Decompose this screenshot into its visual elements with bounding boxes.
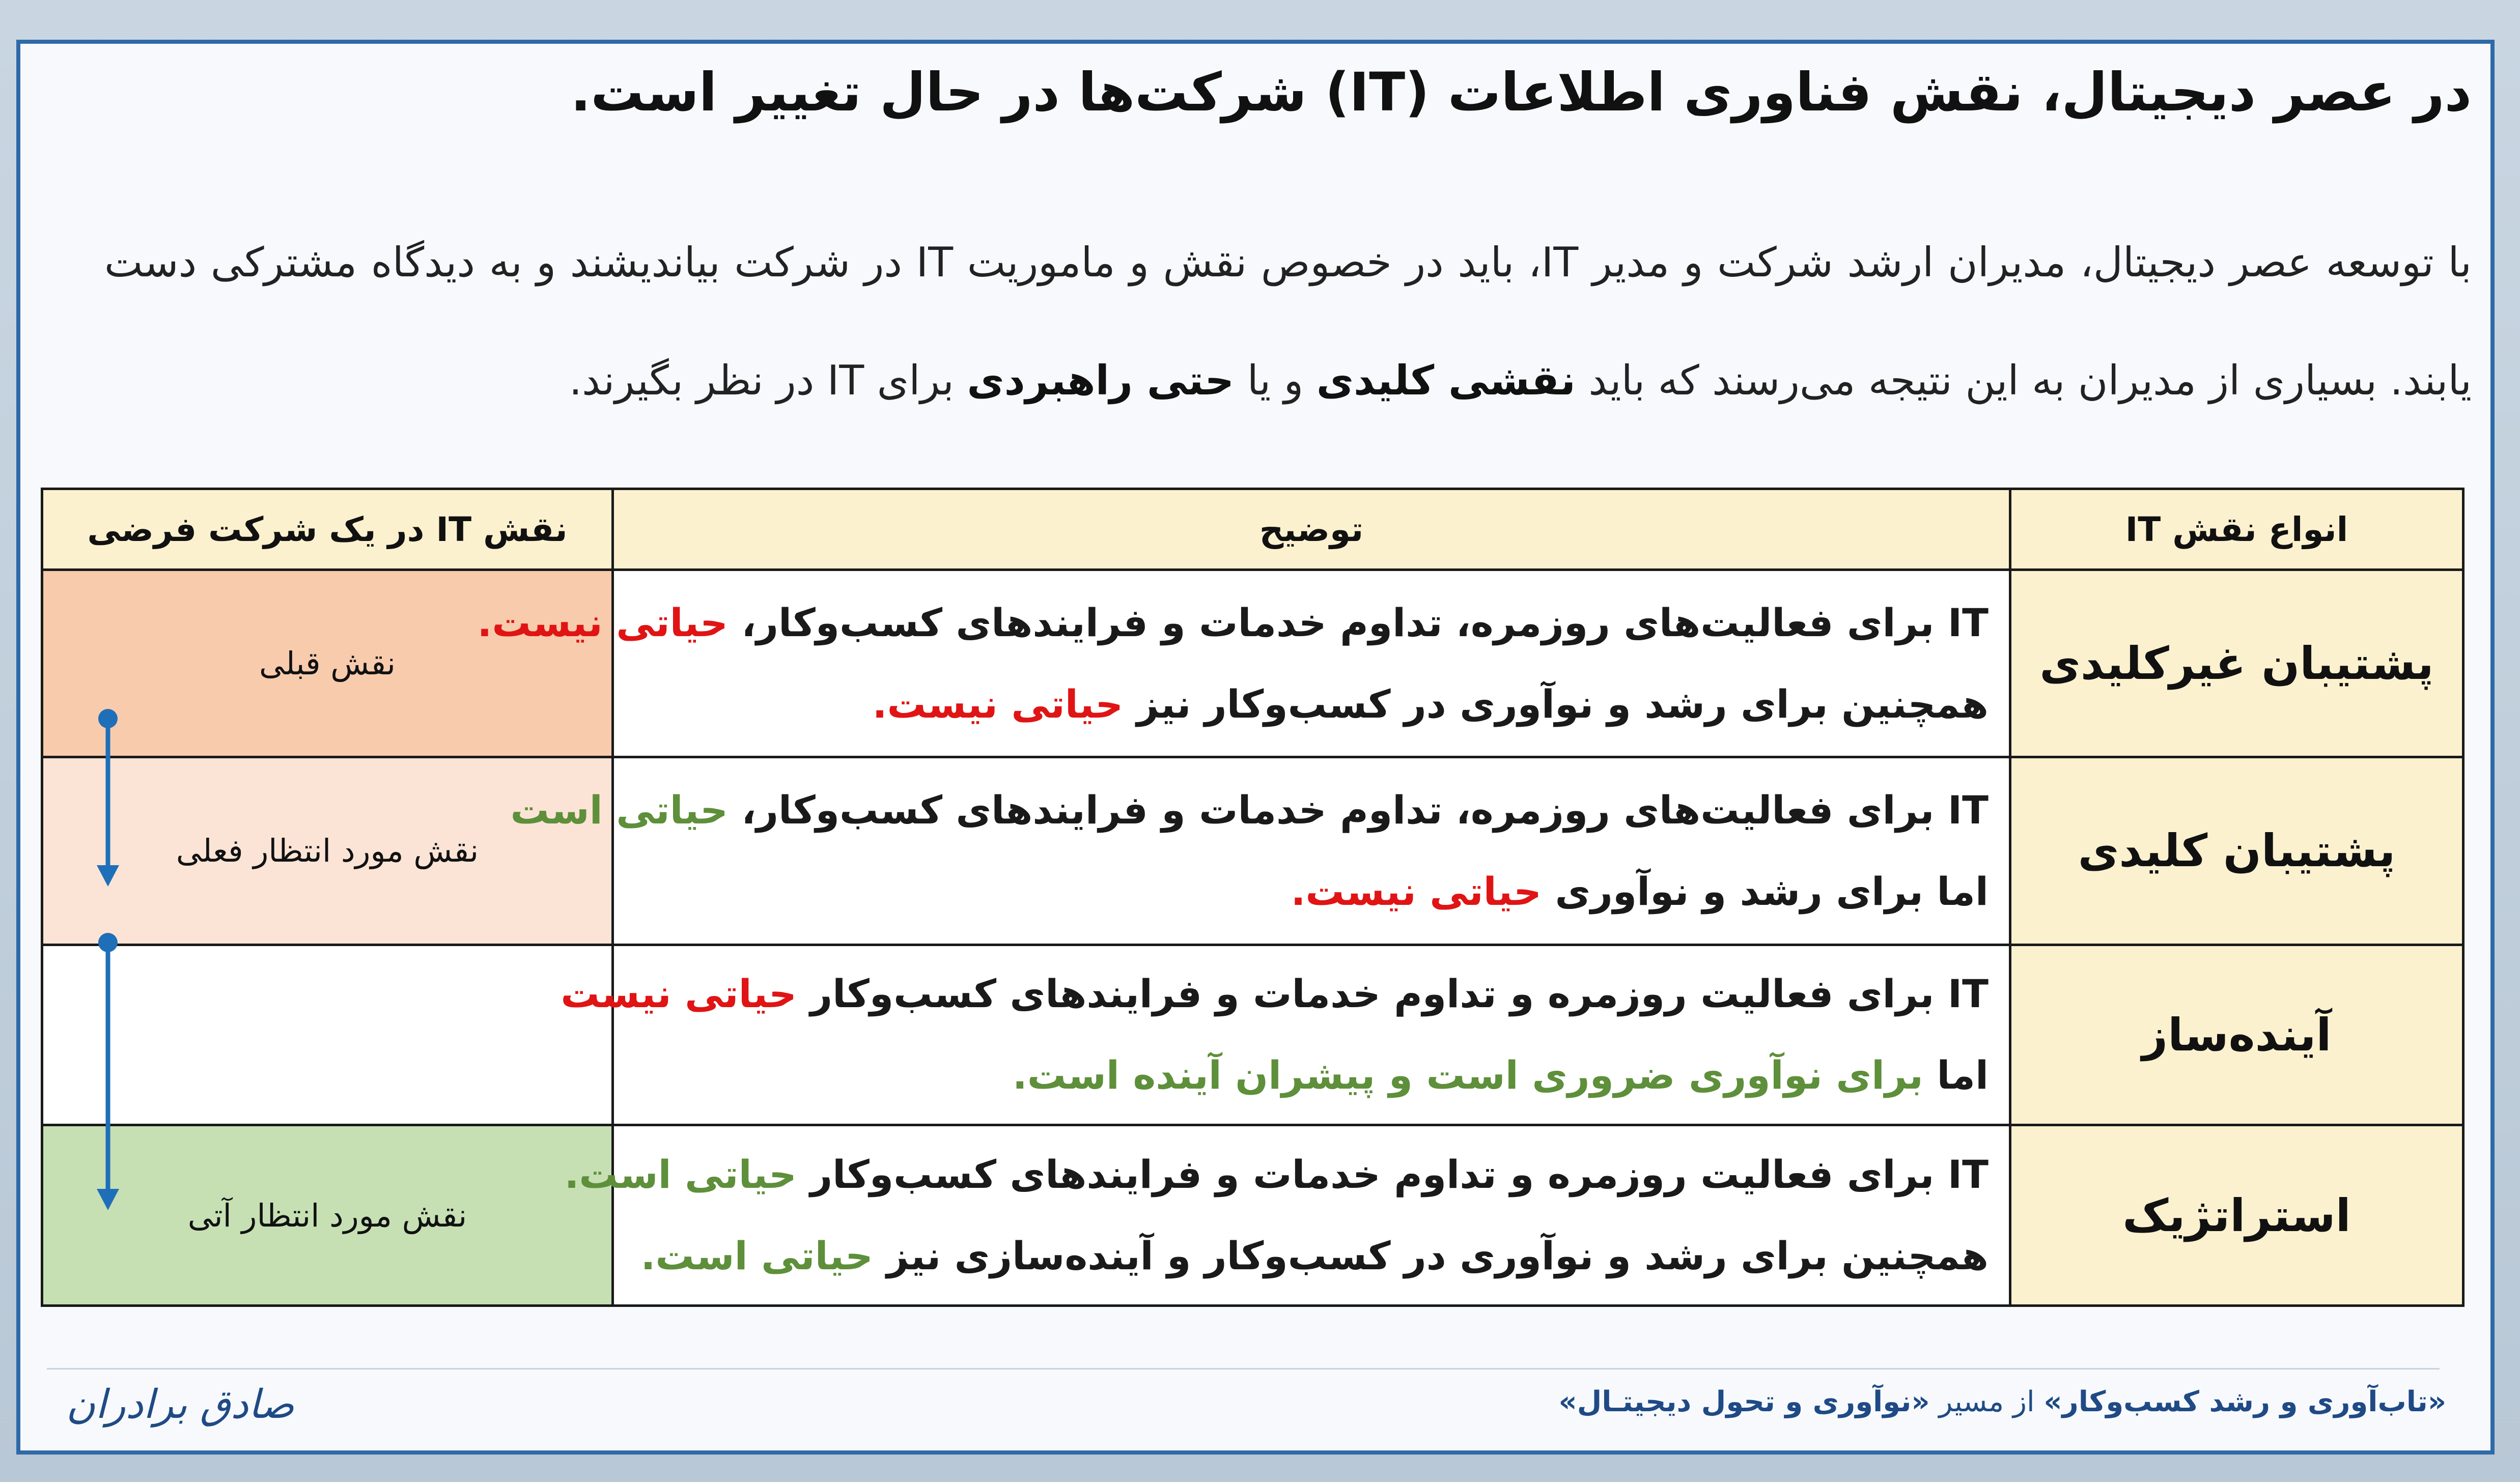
desc-text: اما برای رشد و نوآوری: [1542, 868, 1989, 914]
description-cell: [564, 1125, 2010, 1306]
desc-text: همچنین برای رشد و نوآوری در کسب‌وکار نیز: [1123, 681, 1989, 727]
type-cell: استراتژیک: [2010, 1125, 2463, 1306]
desc-highlight-positive: حیاتی است.: [640, 1233, 873, 1279]
intro-paragraph: [104, 204, 2472, 440]
footer-book-title: «تاب‌آوری و رشد کسب‌وکار»: [2043, 1385, 2446, 1418]
desc-text: اما: [1923, 1052, 1989, 1098]
footer-path-title: «نوآوری و تحول دیجیتـال»: [1558, 1385, 1930, 1418]
role-cell-previous: نقش قبلی: [42, 570, 613, 757]
role-cell-future: نقش مورد انتظار آتی: [42, 1125, 613, 1306]
footer-caption: [1559, 1385, 2446, 1418]
table-row: [42, 945, 2463, 1125]
description-cell: [510, 757, 2010, 945]
desc-highlight-negative: حیاتی نیست: [561, 971, 797, 1017]
footer-divider: [47, 1368, 2440, 1370]
footer-connector: از مسیر: [1929, 1385, 2044, 1418]
description-cell: [561, 945, 2010, 1125]
desc-text: IT برای فعالیت‌های روزمره، تداوم خدمات و فرایندهای کسب‌وکار،: [727, 787, 1989, 833]
desc-highlight-negative: حیاتی نیست.: [872, 681, 1124, 727]
role-cell-empty: [42, 945, 613, 1125]
header-description: توضیح: [613, 489, 2010, 570]
intro-text-1: با توسعه عصر دیجیتال، مدیران ارشد شرکت و مدیر IT، باید در خصوص نقش و ماموریت IT در شرکت بیاندیشند و به دیدگاه مشترکی دست یابند. بسیاری از مدیران به این نتیجه می‌رسند که باید: [104, 239, 2472, 404]
desc-text: IT برای فعالیت روزمره و تداوم خدمات و فرایندهای کسب‌وکار: [796, 971, 1989, 1017]
intro-bold-key-role: نقشی کلیدی: [1316, 357, 1576, 404]
intro-text-3: برای IT در نظر بگیرند.: [569, 357, 967, 404]
intro-bold-strategic: حتی راهبردی: [967, 357, 1235, 404]
role-cell-current: نقش مورد انتظار فعلی: [42, 757, 613, 945]
table-row: [42, 1125, 2463, 1306]
header-type: انواع نقش IT: [2010, 489, 2463, 570]
type-cell: آینده‌ساز: [2010, 945, 2463, 1125]
table-row: [42, 570, 2463, 757]
desc-highlight-negative: حیاتی نیست.: [1291, 868, 1542, 914]
it-roles-table: [41, 488, 2465, 1307]
description-cell: [477, 570, 2010, 757]
desc-highlight-positive: حیاتی است: [510, 787, 728, 833]
desc-highlight-positive: حیاتی است.: [564, 1152, 797, 1198]
intro-text-2: و یا: [1234, 357, 1317, 404]
type-cell: پشتیبان کلیدی: [2010, 757, 2463, 945]
desc-highlight-negative: حیاتی نیست.: [477, 600, 728, 645]
desc-text: همچنین برای رشد و نوآوری در کسب‌وکار و آینده‌سازی نیز: [873, 1233, 1989, 1279]
desc-text: IT برای فعالیت‌های روزمره، تداوم خدمات و فرایندهای کسب‌وکار،: [727, 600, 1989, 645]
desc-text: IT برای فعالیت روزمره و تداوم خدمات و فرایندهای کسب‌وکار: [796, 1152, 1989, 1198]
desc-highlight-positive: برای نوآوری ضروری است و پیشران آینده است.: [1012, 1052, 1923, 1098]
page-title: در عصر دیجیتال، نقش فناوری اطلاعات (IT) شرکت‌ها در حال تغییر است.: [570, 61, 2472, 123]
table-header-row: [42, 489, 2463, 570]
header-role: نقش IT در یک شرکت فرضی: [42, 489, 613, 570]
author-signature-logo: صادق برادران: [66, 1382, 294, 1428]
table-row: [42, 757, 2463, 945]
type-cell: پشتیبان غیرکلیدی: [2010, 570, 2463, 757]
